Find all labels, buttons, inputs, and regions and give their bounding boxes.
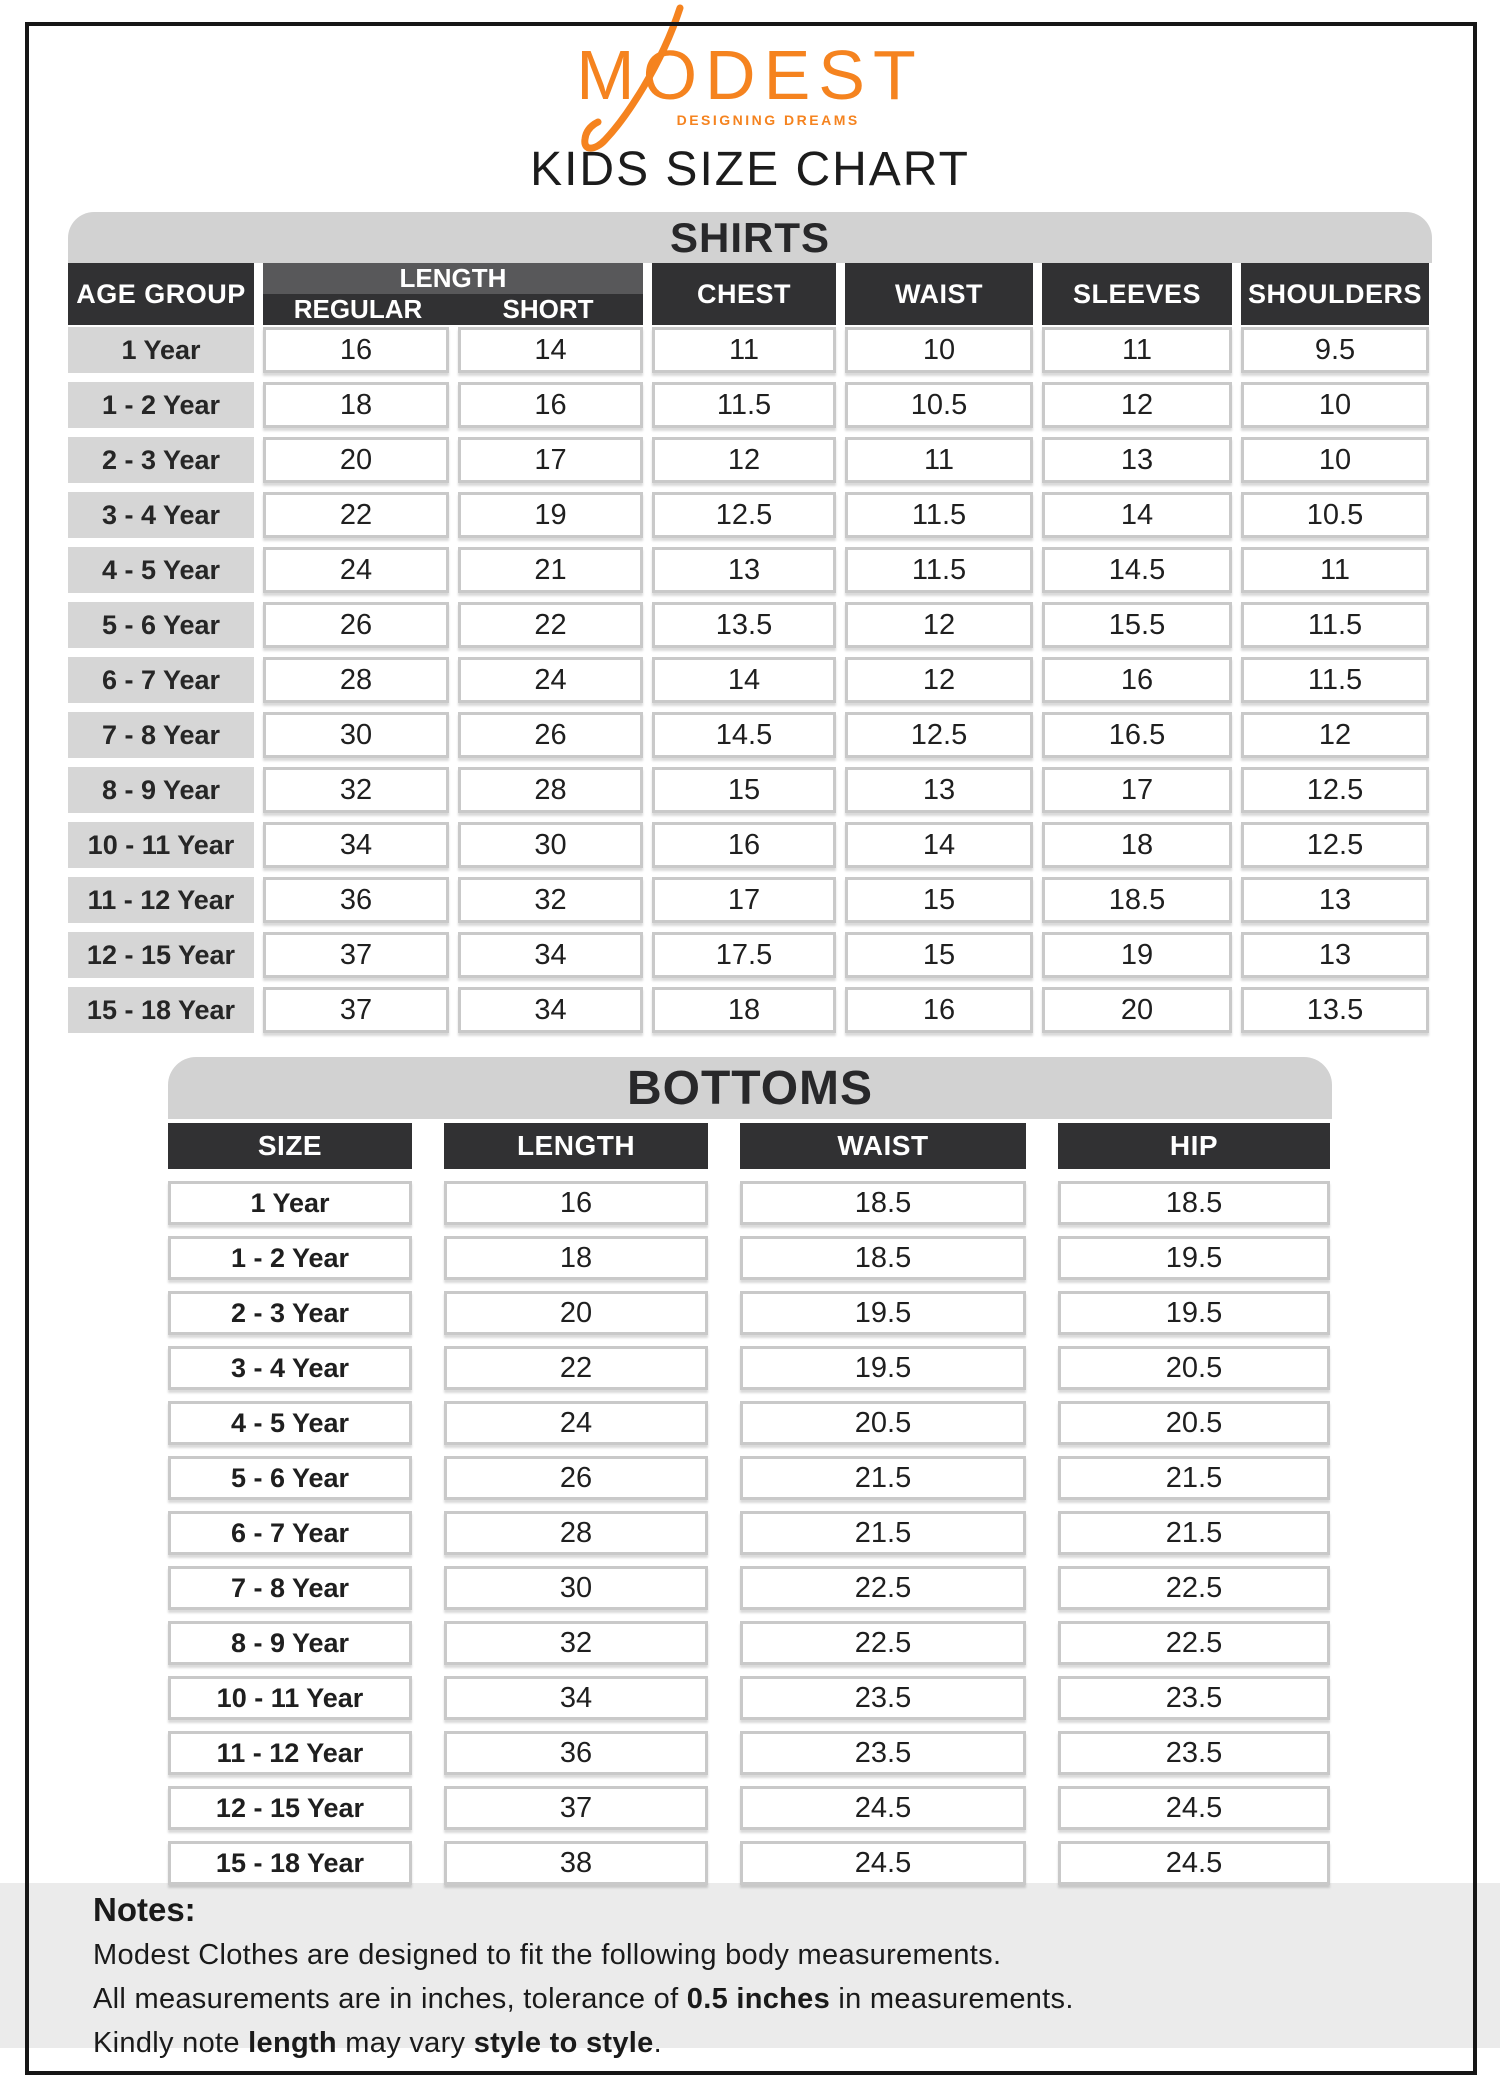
- hip-value: 24.5: [1058, 1841, 1330, 1885]
- notes-line-2-text: All measurements are in inches, tolerance of: [93, 1983, 687, 2015]
- hip-value: 18.5: [1058, 1181, 1330, 1225]
- chest-value: 12: [652, 437, 836, 483]
- length-short-value: 14: [458, 327, 643, 373]
- bottoms-table-row: [168, 1566, 1332, 1610]
- notes-section: [93, 1891, 1413, 2065]
- size-cell: 11 - 12 Year: [168, 1731, 412, 1775]
- shirts-table-row: [68, 712, 1432, 758]
- notes-line-3-text: Kindly note: [93, 2027, 249, 2059]
- sleeves-value: 15.5: [1042, 602, 1232, 648]
- waist-value: 22.5: [740, 1566, 1026, 1610]
- shirts-banner: [68, 212, 1432, 263]
- shirts-table-row: [68, 437, 1432, 483]
- size-cell: 10 - 11 Year: [168, 1676, 412, 1720]
- bottoms-header-length: LENGTH: [444, 1123, 708, 1169]
- bottoms-header-hip: HIP: [1058, 1123, 1330, 1169]
- length-regular-value: 28: [263, 657, 449, 703]
- size-cell: 12 - 15 Year: [168, 1786, 412, 1830]
- length-value: 38: [444, 1841, 708, 1885]
- shoulders-value: 10: [1241, 437, 1429, 483]
- length-regular-value: 36: [263, 877, 449, 923]
- shirts-table-row: [68, 987, 1432, 1033]
- length-short-value: 30: [458, 822, 643, 868]
- logo-lockup: [576, 36, 924, 128]
- length-regular-value: 37: [263, 987, 449, 1033]
- length-value: 34: [444, 1676, 708, 1720]
- waist-value: 24.5: [740, 1841, 1026, 1885]
- notes-line-3-bold-style: style to style: [473, 2027, 654, 2059]
- bottoms-header-size: SIZE: [168, 1123, 412, 1169]
- bottoms-table-row: [168, 1236, 1332, 1280]
- notes-line-3-suffix: .: [653, 2027, 662, 2059]
- shirts-table-row: [68, 492, 1432, 538]
- sleeves-value: 16.5: [1042, 712, 1232, 758]
- hip-value: 22.5: [1058, 1566, 1330, 1610]
- size-cell: 1 - 2 Year: [168, 1236, 412, 1280]
- hip-value: 19.5: [1058, 1291, 1330, 1335]
- bottoms-header-waist: WAIST: [740, 1123, 1026, 1169]
- shirts-header-chest: CHEST: [652, 263, 836, 325]
- shirts-table-row: [68, 877, 1432, 923]
- shoulders-value: 10.5: [1241, 492, 1429, 538]
- age-group-cell: 1 Year: [68, 327, 254, 373]
- waist-value: 23.5: [740, 1676, 1026, 1720]
- length-value: 28: [444, 1511, 708, 1555]
- notes-line-3-mid: may vary: [336, 2027, 474, 2059]
- brand-logo: [0, 36, 1500, 130]
- bottoms-table-row: [168, 1181, 1332, 1225]
- sleeves-value: 16: [1042, 657, 1232, 703]
- length-value: 36: [444, 1731, 708, 1775]
- notes-line-2-suffix: in measurements.: [830, 1983, 1074, 2015]
- hip-value: 19.5: [1058, 1236, 1330, 1280]
- shirts-header-length-sub: [263, 294, 643, 325]
- bottoms-table: [168, 1057, 1332, 1885]
- length-value: 20: [444, 1291, 708, 1335]
- shirts-header-length: LENGTH: [263, 263, 643, 294]
- shirts-table-row: [68, 327, 1432, 373]
- notes-line-1: Modest Clothes are designed to fit the following body measurements.: [93, 1939, 1002, 1971]
- bottoms-rows: [168, 1181, 1332, 1885]
- shirts-header-shoulders: SHOULDERS: [1241, 263, 1429, 325]
- length-value: 18: [444, 1236, 708, 1280]
- waist-value: 19.5: [740, 1346, 1026, 1390]
- chest-value: 17.5: [652, 932, 836, 978]
- bottoms-table-row: [168, 1841, 1332, 1885]
- age-group-cell: 4 - 5 Year: [68, 547, 254, 593]
- length-regular-value: 24: [263, 547, 449, 593]
- shoulders-value: 11.5: [1241, 602, 1429, 648]
- length-short-value: 19: [458, 492, 643, 538]
- shirts-table-row: [68, 657, 1432, 703]
- shirts-table-row: [68, 547, 1432, 593]
- chest-value: 11: [652, 327, 836, 373]
- length-value: 37: [444, 1786, 708, 1830]
- size-cell: 6 - 7 Year: [168, 1511, 412, 1555]
- length-short-value: 16: [458, 382, 643, 428]
- chest-value: 15: [652, 767, 836, 813]
- sleeves-value: 20: [1042, 987, 1232, 1033]
- bottoms-header-row: [168, 1123, 1332, 1169]
- shoulders-value: 12.5: [1241, 822, 1429, 868]
- shirts-header-sleeves: SLEEVES: [1042, 263, 1232, 325]
- sleeves-value: 11: [1042, 327, 1232, 373]
- waist-value: 11: [845, 437, 1033, 483]
- shoulders-value: 13.5: [1241, 987, 1429, 1033]
- size-cell: 2 - 3 Year: [168, 1291, 412, 1335]
- length-short-value: 34: [458, 932, 643, 978]
- sleeves-value: 14.5: [1042, 547, 1232, 593]
- waist-value: 22.5: [740, 1621, 1026, 1665]
- size-cell: 7 - 8 Year: [168, 1566, 412, 1610]
- sleeves-value: 17: [1042, 767, 1232, 813]
- waist-value: 23.5: [740, 1731, 1026, 1775]
- bottoms-table-row: [168, 1291, 1332, 1335]
- shoulders-value: 9.5: [1241, 327, 1429, 373]
- age-group-cell: 1 - 2 Year: [68, 382, 254, 428]
- notes-line-2: [93, 1977, 1413, 2021]
- length-regular-value: 32: [263, 767, 449, 813]
- waist-value: 14: [845, 822, 1033, 868]
- length-value: 24: [444, 1401, 708, 1445]
- waist-value: 15: [845, 877, 1033, 923]
- hip-value: 21.5: [1058, 1456, 1330, 1500]
- length-regular-value: 37: [263, 932, 449, 978]
- size-cell: 8 - 9 Year: [168, 1621, 412, 1665]
- waist-value: 24.5: [740, 1786, 1026, 1830]
- size-cell: 15 - 18 Year: [168, 1841, 412, 1885]
- chest-value: 13.5: [652, 602, 836, 648]
- size-cell: 3 - 4 Year: [168, 1346, 412, 1390]
- length-value: 22: [444, 1346, 708, 1390]
- shirts-title: SHIRTS: [669, 213, 830, 261]
- length-short-value: 22: [458, 602, 643, 648]
- length-short-value: 34: [458, 987, 643, 1033]
- bottoms-banner: [168, 1057, 1332, 1119]
- waist-value: 15: [845, 932, 1033, 978]
- shirts-table-row: [68, 822, 1432, 868]
- age-group-cell: 5 - 6 Year: [68, 602, 254, 648]
- chest-value: 12.5: [652, 492, 836, 538]
- shirts-table-row: [68, 382, 1432, 428]
- chest-value: 14: [652, 657, 836, 703]
- length-short-value: 17: [458, 437, 643, 483]
- length-value: 26: [444, 1456, 708, 1500]
- waist-value: 13: [845, 767, 1033, 813]
- shoulders-value: 10: [1241, 382, 1429, 428]
- chest-value: 17: [652, 877, 836, 923]
- length-regular-value: 26: [263, 602, 449, 648]
- age-group-cell: 7 - 8 Year: [68, 712, 254, 758]
- bottoms-table-row: [168, 1621, 1332, 1665]
- waist-value: 12: [845, 602, 1033, 648]
- shirts-table: [68, 212, 1432, 1033]
- shirts-header-length-group: [263, 263, 643, 325]
- length-short-value: 26: [458, 712, 643, 758]
- logo-tagline: DESIGNING DREAMS: [676, 112, 860, 128]
- shirts-header-short: SHORT: [502, 294, 594, 324]
- bottoms-table-row: [168, 1346, 1332, 1390]
- waist-value: 20.5: [740, 1401, 1026, 1445]
- waist-value: 12.5: [845, 712, 1033, 758]
- hip-value: 20.5: [1058, 1401, 1330, 1445]
- sleeves-value: 19: [1042, 932, 1232, 978]
- shoulders-value: 13: [1241, 877, 1429, 923]
- shoulders-value: 11: [1241, 547, 1429, 593]
- length-value: 16: [444, 1181, 708, 1225]
- hip-value: 23.5: [1058, 1731, 1330, 1775]
- chest-value: 18: [652, 987, 836, 1033]
- shirts-header-waist: WAIST: [845, 263, 1033, 325]
- size-cell: 5 - 6 Year: [168, 1456, 412, 1500]
- shoulders-value: 11.5: [1241, 657, 1429, 703]
- shirts-rows: [68, 327, 1432, 1033]
- length-value: 30: [444, 1566, 708, 1610]
- age-group-cell: 6 - 7 Year: [68, 657, 254, 703]
- length-regular-value: 16: [263, 327, 449, 373]
- waist-value: 10.5: [845, 382, 1033, 428]
- sleeves-value: 12: [1042, 382, 1232, 428]
- notes-heading: Notes:: [93, 1891, 196, 1928]
- age-group-cell: 2 - 3 Year: [68, 437, 254, 483]
- length-regular-value: 18: [263, 382, 449, 428]
- length-short-value: 24: [458, 657, 643, 703]
- shirts-table-row: [68, 932, 1432, 978]
- hip-value: 22.5: [1058, 1621, 1330, 1665]
- page-title: KIDS SIZE CHART: [530, 143, 970, 196]
- shirts-header-row: [68, 263, 1432, 323]
- waist-value: 18.5: [740, 1236, 1026, 1280]
- waist-value: 10: [845, 327, 1033, 373]
- chest-value: 13: [652, 547, 836, 593]
- length-regular-value: 20: [263, 437, 449, 483]
- waist-value: 11.5: [845, 492, 1033, 538]
- waist-value: 21.5: [740, 1456, 1026, 1500]
- shirts-table-row: [68, 602, 1432, 648]
- size-cell: 1 Year: [168, 1181, 412, 1225]
- age-group-cell: 12 - 15 Year: [68, 932, 254, 978]
- shoulders-value: 13: [1241, 932, 1429, 978]
- sleeves-value: 14: [1042, 492, 1232, 538]
- bottoms-table-row: [168, 1731, 1332, 1775]
- chest-value: 11.5: [652, 382, 836, 428]
- age-group-cell: 8 - 9 Year: [68, 767, 254, 813]
- sleeves-value: 18: [1042, 822, 1232, 868]
- length-short-value: 28: [458, 767, 643, 813]
- bottoms-table-row: [168, 1511, 1332, 1555]
- waist-value: 11.5: [845, 547, 1033, 593]
- shirts-table-row: [68, 767, 1432, 813]
- logo-wordmark: MODEST: [576, 36, 924, 114]
- bottoms-table-row: [168, 1401, 1332, 1445]
- waist-value: 12: [845, 657, 1033, 703]
- size-cell: 4 - 5 Year: [168, 1401, 412, 1445]
- notes-line-3: [93, 2021, 1413, 2065]
- age-group-cell: 10 - 11 Year: [68, 822, 254, 868]
- length-short-value: 32: [458, 877, 643, 923]
- shirts-header-age-group: AGE GROUP: [68, 263, 254, 325]
- length-regular-value: 30: [263, 712, 449, 758]
- sleeves-value: 18.5: [1042, 877, 1232, 923]
- hip-value: 20.5: [1058, 1346, 1330, 1390]
- length-regular-value: 22: [263, 492, 449, 538]
- hip-value: 24.5: [1058, 1786, 1330, 1830]
- shoulders-value: 12: [1241, 712, 1429, 758]
- waist-value: 18.5: [740, 1181, 1026, 1225]
- chest-value: 14.5: [652, 712, 836, 758]
- bottoms-table-row: [168, 1676, 1332, 1720]
- bottoms-table-row: [168, 1786, 1332, 1830]
- waist-value: 19.5: [740, 1291, 1026, 1335]
- hip-value: 21.5: [1058, 1511, 1330, 1555]
- age-group-cell: 11 - 12 Year: [68, 877, 254, 923]
- bottoms-table-row: [168, 1456, 1332, 1500]
- age-group-cell: 3 - 4 Year: [68, 492, 254, 538]
- length-value: 32: [444, 1621, 708, 1665]
- waist-value: 16: [845, 987, 1033, 1033]
- sleeves-value: 13: [1042, 437, 1232, 483]
- notes-line-3-bold-length: length: [248, 2027, 337, 2059]
- shirts-header-regular: REGULAR: [293, 294, 423, 324]
- shoulders-value: 12.5: [1241, 767, 1429, 813]
- length-regular-value: 34: [263, 822, 449, 868]
- notes-line-2-bold: 0.5 inches: [686, 1983, 831, 2015]
- bottoms-title: BOTTOMS: [626, 1061, 874, 1115]
- length-short-value: 21: [458, 547, 643, 593]
- chest-value: 16: [652, 822, 836, 868]
- waist-value: 21.5: [740, 1511, 1026, 1555]
- hip-value: 23.5: [1058, 1676, 1330, 1720]
- age-group-cell: 15 - 18 Year: [68, 987, 254, 1033]
